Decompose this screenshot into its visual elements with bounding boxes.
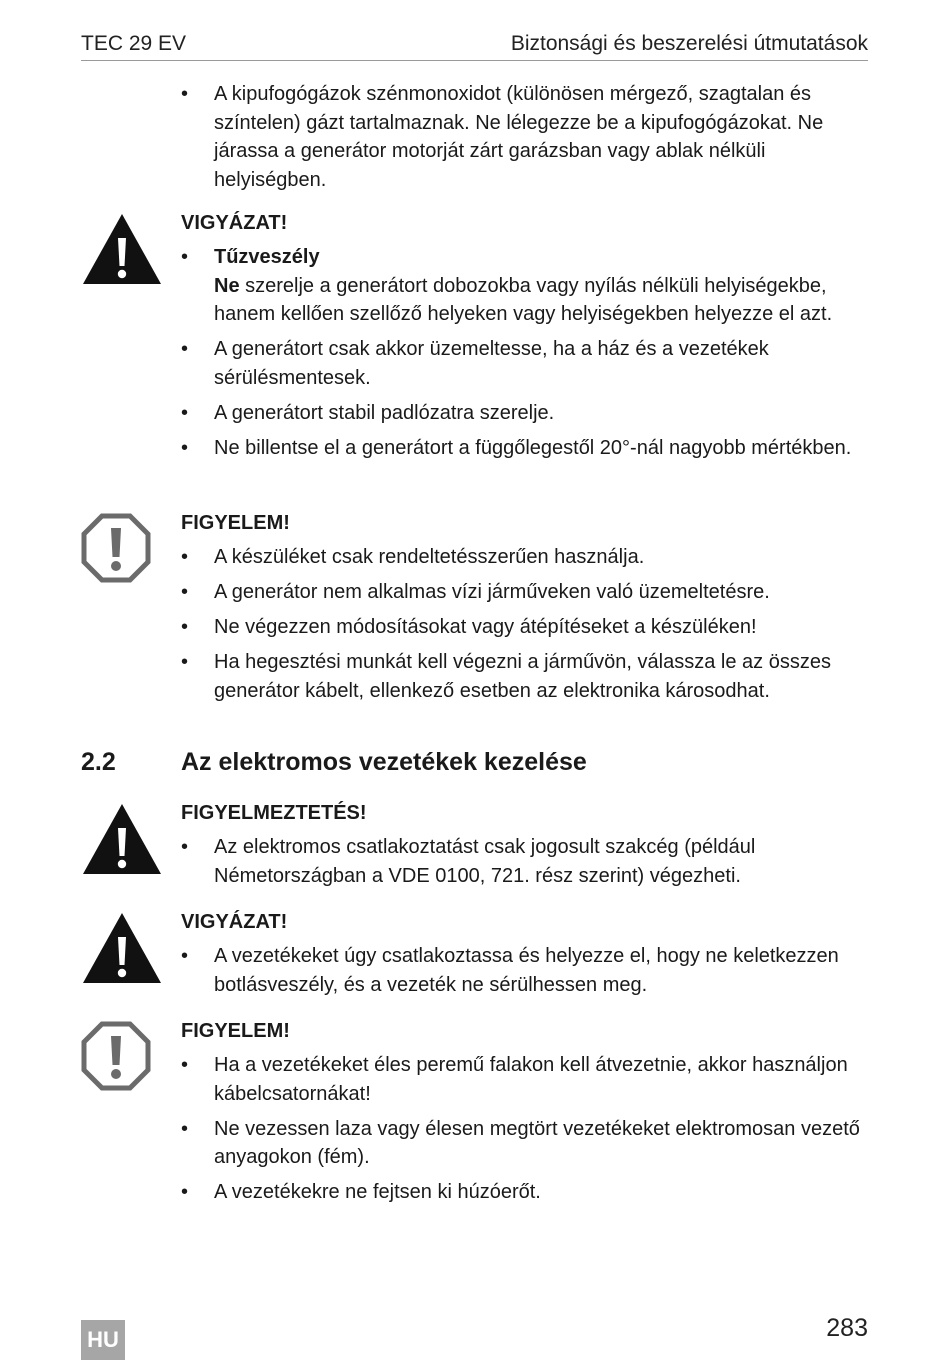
fire-hazard-bold: Ne — [214, 274, 240, 297]
caution-block-1 — [181, 209, 871, 469]
notice-octagon-icon — [81, 1021, 151, 1091]
list-item: • Ha hegesztési munkát kell végezni a járművön, válassza le az összes generátor kábelt, ellenkező esetben az elektronika károsodhat. — [181, 648, 871, 705]
notice-block-1 — [181, 509, 871, 712]
notice-octagon-icon — [81, 513, 151, 583]
list-item: • A készüléket csak rendeltetésszerűen használja. — [181, 543, 871, 572]
intro-block — [181, 80, 871, 201]
notice-block-2 — [181, 1017, 871, 1213]
warning-triangle-icon — [81, 911, 163, 985]
caution-block-2 — [181, 908, 871, 1006]
list-item: • A generátort csak akkor üzemeltesse, ha a ház és a vezetékek sérülésmentesek. — [181, 335, 871, 392]
header-model: TEC 29 EV — [81, 32, 187, 55]
fire-hazard-title: Tűzveszély — [214, 246, 320, 268]
section-number: 2.2 — [81, 748, 116, 776]
signal-word-caution: VIGYÁZAT! — [181, 212, 288, 234]
signal-word-notice: FIGYELEM! — [181, 1020, 290, 1042]
list-item: • Az elektromos csatlakoztatást csak jogosult szakcég (például Németországban a VDE 0100, 721. rész szerint) végezheti. — [181, 833, 871, 890]
language-tab: HU — [81, 1320, 125, 1360]
header-chapter: Biztonsági és beszerelési útmutatások — [510, 32, 868, 55]
warning-triangle-icon — [81, 212, 163, 286]
section-title: Az elektromos vezetékek kezelése — [181, 748, 587, 776]
warning-block — [181, 799, 871, 897]
list-item: • Ne vezessen laza vagy élesen megtört vezetékeket elektromosan vezető anyagokon (fém). — [181, 1115, 871, 1172]
list-item: • Ne végezzen módosításokat vagy átépítéseket a készüléken! — [181, 613, 871, 642]
signal-word-warning: FIGYELMEZTETÉS! — [181, 802, 367, 824]
list-item: • Ha a vezetékeket éles peremű falakon kell átvezetnie, akkor használjon kábelcsatornákat! — [181, 1051, 871, 1108]
page-number: 283 — [826, 1314, 868, 1342]
list-item: • A vezetékekre ne fejtsen ki húzóerőt. — [181, 1178, 871, 1207]
signal-word-notice: FIGYELEM! — [181, 512, 290, 534]
warning-triangle-icon — [81, 802, 163, 876]
list-item: • A kipufogógázok szénmonoxidot (különösen mérgező, szagtalan és színtelen) gázt tartalmaznak. Ne lélegezze be a kipufogógázokat. Ne járassa a generátor motorját zárt garázsban vagy ablak nélküli helyiségben. — [181, 80, 871, 194]
signal-word-caution: VIGYÁZAT! — [181, 911, 288, 933]
list-item: • A generátor nem alkalmas vízi járműveken való üzemeltetésre. — [181, 578, 871, 607]
list-item: • A vezetékeket úgy csatlakoztassa és helyezze el, hogy ne keletkezzen botlásveszély, és a vezeték ne sérülhessen meg. — [181, 942, 871, 999]
list-item — [181, 243, 871, 329]
page-header — [81, 30, 868, 61]
list-item: • Ne billentse el a generátort a függőlegestől 20°-nál nagyobb mértékben. — [181, 434, 871, 463]
list-item: • A generátort stabil padlózatra szerelje. — [181, 399, 871, 428]
fire-hazard-text: szerelje a generátort dobozokba vagy nyílás nélküli helyiségekbe, hanem kellően szellőző helyeken vagy helyiségekben helyezze el azt. — [214, 274, 833, 325]
